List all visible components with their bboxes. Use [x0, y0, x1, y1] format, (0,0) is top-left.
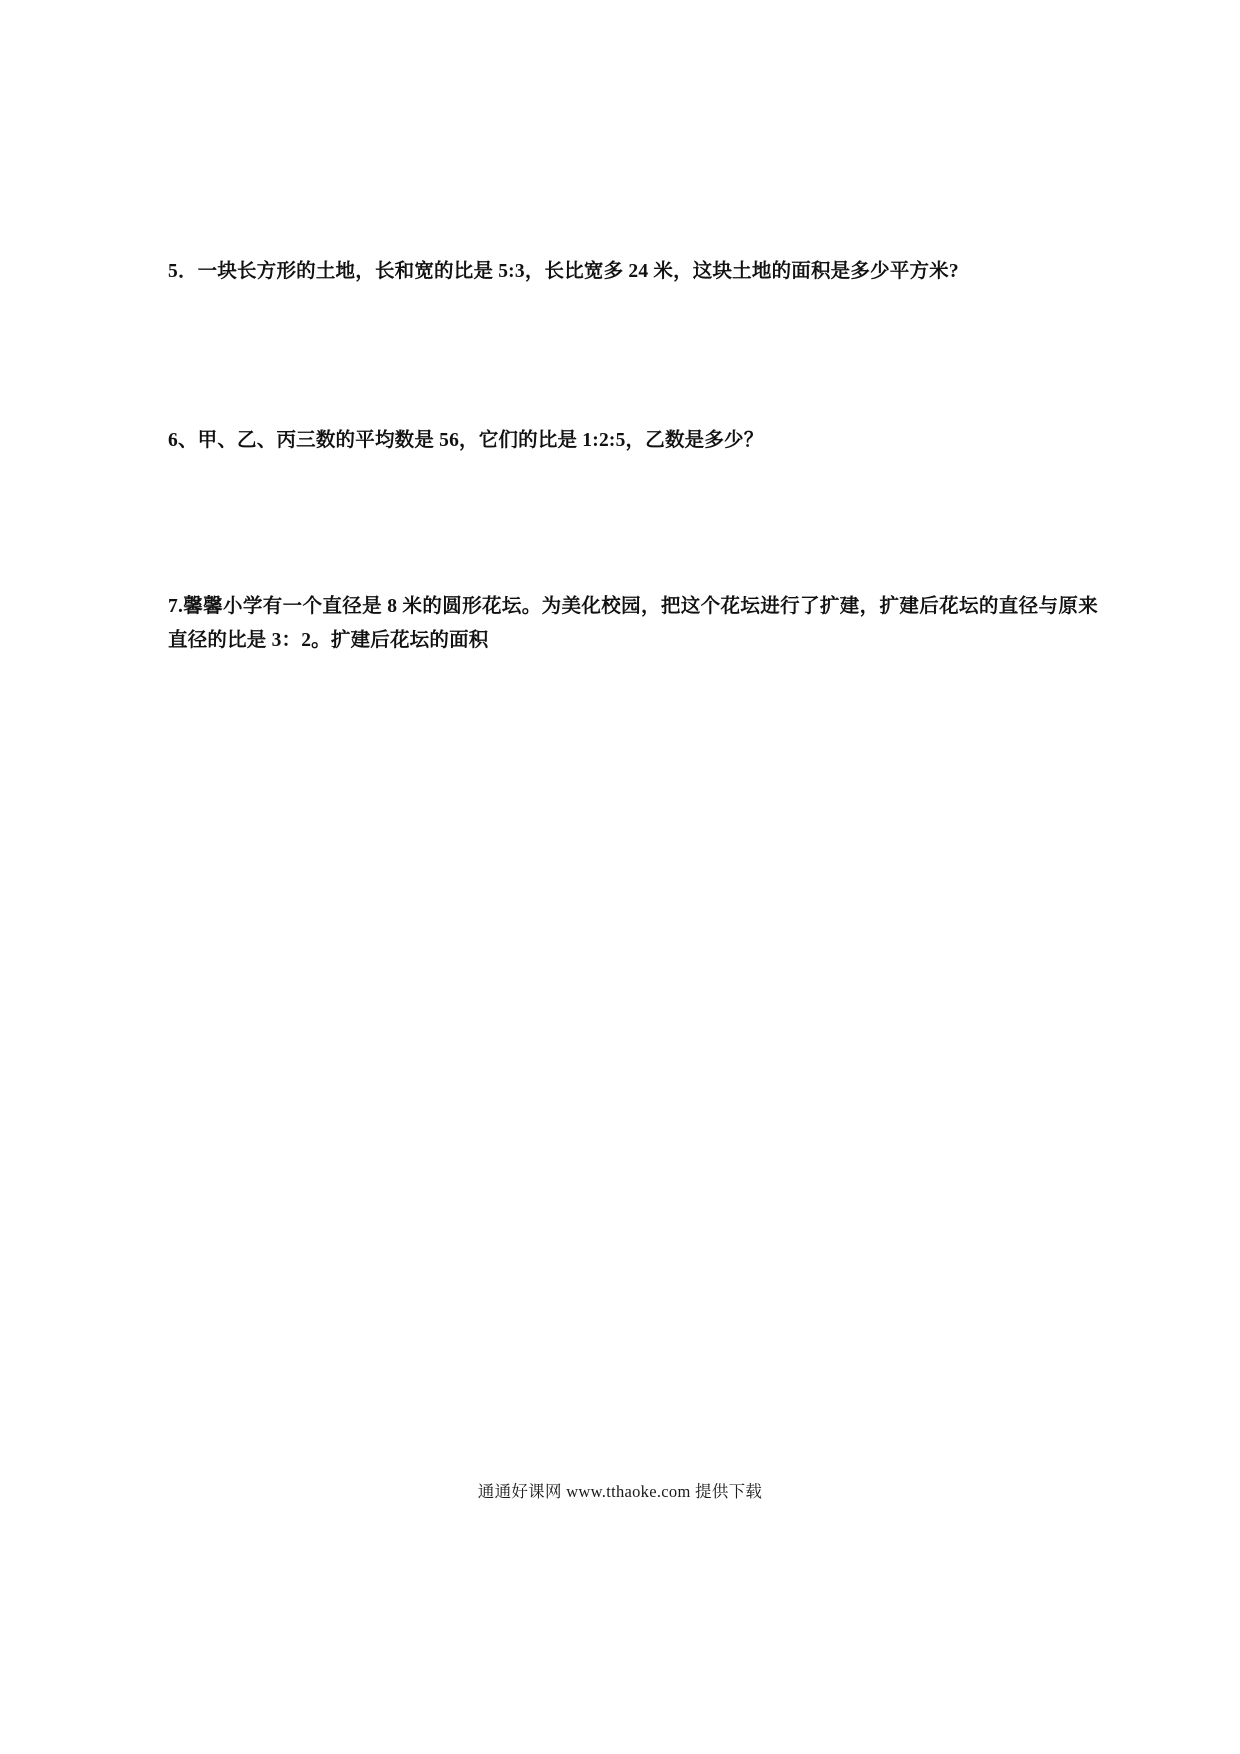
problem-7: 7.馨馨小学有一个直径是 8 米的圆形花坛。为美化校园，把这个花坛进行了扩建，扩建后花坛的直径与原来直径的比是 3：2。扩建后花坛的面积: [168, 596, 1098, 652]
problem-6: 6、甲、乙、丙三数的平均数是 56，它们的比是 1:2:5，乙数是多少？: [168, 430, 764, 452]
problem-5: 5．一块长方形的土地，长和宽的比是 5:3，长比宽多 24 米，这块土地的面积是多少平方米?: [168, 261, 959, 282]
page-footer: 通通好课网 www.tthaoke.com 提供下载: [477, 1482, 763, 1501]
problem-list: [168, 255, 1098, 659]
